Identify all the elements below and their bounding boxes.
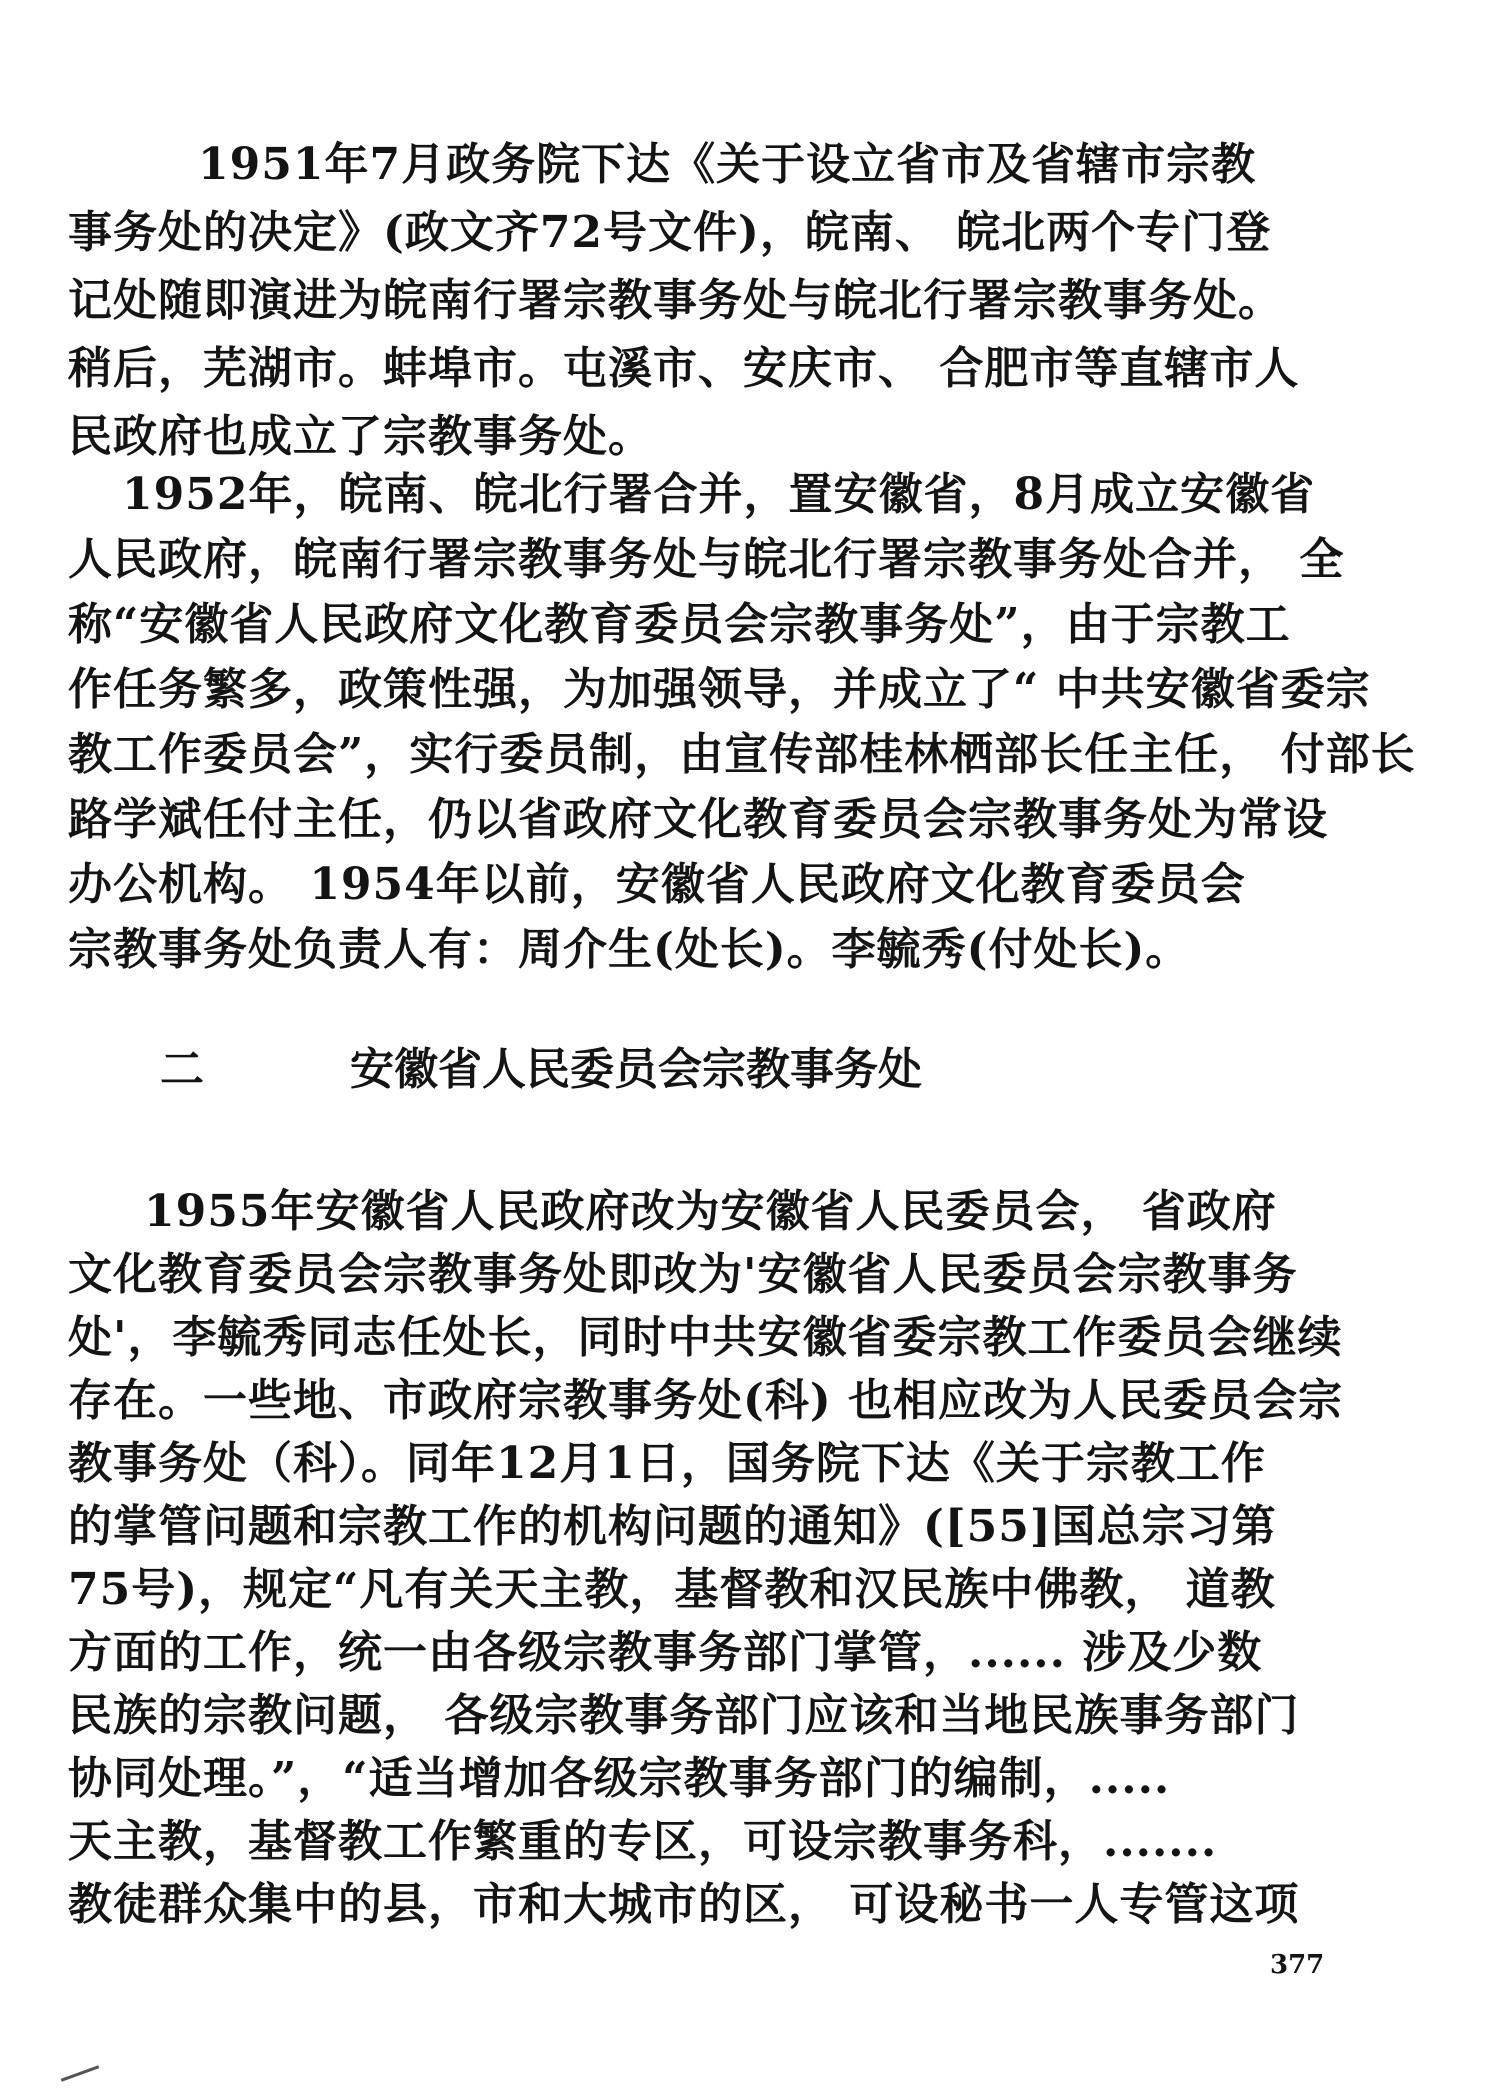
paragraph-2-line-8: 宗教事务处负责人有：周介生(处长)。李毓秀(付处长)。 [68, 924, 1191, 975]
paragraph-3-line-5: 教事务处（科）。同年12月1日，国务院下达《关于宗教工作 [68, 1438, 1266, 1489]
paragraph-3-line-2: 文化教育委员会宗教事务处即改为'安徽省人民委员会宗教事务 [68, 1249, 1298, 1300]
paragraph-3-line-1: 1955年安徽省人民政府改为安徽省人民委员会， 省政府 [144, 1186, 1277, 1237]
paragraph-3-line-8: 方面的工作，统一由各级宗教事务部门掌管，...... 涉及少数 [68, 1627, 1263, 1678]
paragraph-3-line-10: 协同处理。”，“适当增加各级宗教事务部门的编制，..... [68, 1753, 1171, 1804]
section-title: 安徽省人民委员会宗教事务处 [350, 1044, 922, 1095]
paragraph-1-line-2: 事务处的决定》(政文齐72号文件)，皖南、 皖北两个专门登 [68, 207, 1272, 258]
paragraph-2-line-4: 作任务繁多，政策性强，为加强领导，并成立了“ 中共安徽省委宗 [68, 664, 1371, 715]
paragraph-2-line-5: 教工作委员会”，实行委员制，由宣传部桂林栖部长任主任， 付部长 [68, 729, 1416, 780]
section-heading [160, 1040, 922, 1100]
scan-edge-mark [61, 2065, 100, 2082]
paragraph-3-line-11: 天主教，基督教工作繁重的专区，可设宗教事务科，....... [68, 1816, 1218, 1867]
paragraph-1-line-3: 记处随即演进为皖南行署宗教事务处与皖北行署宗教事务处。 [68, 275, 1283, 326]
paragraph-3-line-9: 民族的宗教问题， 各级宗教事务部门应该和当地民族事务部门 [68, 1690, 1300, 1741]
section-number: 二 [160, 1044, 204, 1095]
paragraph-2-line-3: 称“安徽省人民政府文化教育委员会宗教事务处”，由于宗教工 [68, 599, 1291, 650]
paragraph-1-line-1: 1951年7月政务院下达《关于设立省市及省辖市宗教 [198, 139, 1257, 190]
paragraph-2-line-6: 路学斌任付主任，仍以省政府文化教育委员会宗教事务处为常设 [68, 794, 1328, 845]
paragraph-3-line-7: 75号)，规定“凡有关天主教，基督教和汉民族中佛教， 道教 [68, 1564, 1276, 1615]
paragraph-2-line-2: 人民政府，皖南行署宗教事务处与皖北行署宗教事务处合并， 全 [68, 534, 1345, 585]
paragraph-1-line-5: 民政府也成立了宗教事务处。 [68, 411, 653, 462]
paragraph-3-line-6: 的掌管问题和宗教工作的机构问题的通知》([55]国总宗习第 [68, 1501, 1277, 1552]
paragraph-3-line-3: 处'，李毓秀同志任处长，同时中共安徽省委宗教工作委员会继续 [68, 1312, 1343, 1363]
paragraph-2-line-7: 办公机构。 1954年以前，安徽省人民政府文化教育委员会 [68, 859, 1246, 910]
page-number: 377 [1270, 1950, 1325, 1980]
paragraph-1-line-4: 稍后，芜湖市。蚌埠市。屯溪市、安庆市、 合肥市等直辖市人 [68, 343, 1300, 394]
paragraph-3-line-12: 教徒群众集中的县，市和大城市的区， 可设秘书一人专管这项 [68, 1879, 1300, 1930]
paragraph-2-line-1: 1952年，皖南、皖北行署合并，置安徽省，8月成立安徽省 [122, 469, 1316, 520]
paragraph-3-line-4: 存在。一些地、市政府宗教事务处(科) 也相应改为人民委员会宗 [68, 1375, 1343, 1426]
